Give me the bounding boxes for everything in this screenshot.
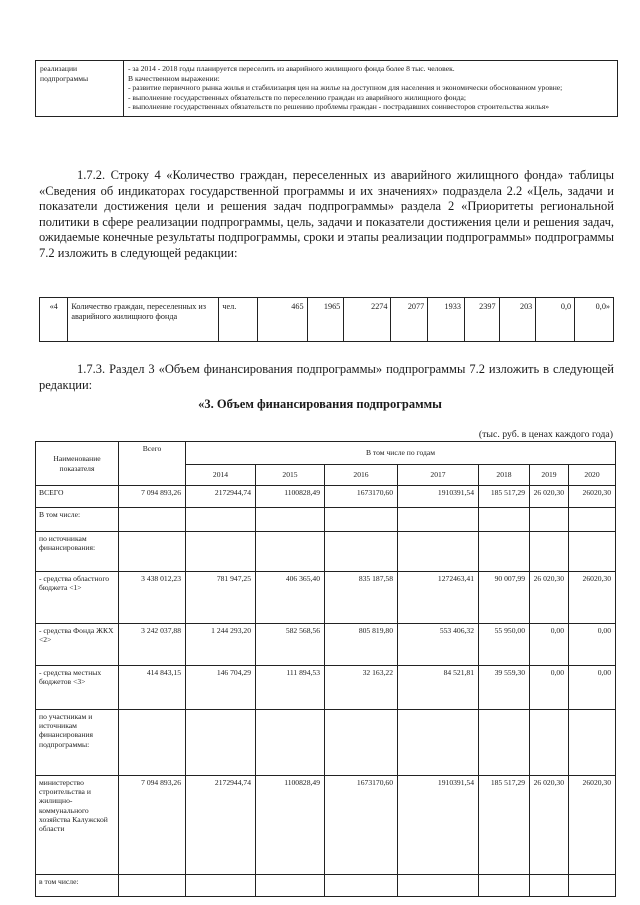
year-value: 553 406,32 bbox=[398, 624, 479, 666]
year-header: 2020 bbox=[569, 465, 616, 486]
year-value bbox=[530, 508, 569, 532]
table-row bbox=[36, 572, 616, 624]
row-total: 3 242 037,88 bbox=[119, 624, 186, 666]
paragraph-1-7-3: 1.7.3. Раздел 3 «Объем финансирования подпрограммы» подпрограммы 7.2 изложить в следующей редакции: bbox=[39, 362, 614, 392]
indicator-value: 2077 bbox=[391, 298, 428, 342]
year-header: 2016 bbox=[325, 465, 398, 486]
table-row bbox=[36, 624, 616, 666]
year-value: 26 020,30 bbox=[530, 776, 569, 875]
year-value: 1272463,41 bbox=[398, 572, 479, 624]
year-value bbox=[398, 875, 479, 897]
indicator-row-table bbox=[39, 297, 614, 342]
year-value: 111 894,53 bbox=[256, 666, 325, 710]
header-name: Наименование показателя bbox=[36, 442, 119, 486]
year-value bbox=[325, 710, 398, 776]
year-value: 26 020,30 bbox=[530, 572, 569, 624]
year-value bbox=[186, 875, 256, 897]
paragraph-1-7-2: 1.7.2. Строку 4 «Количество граждан, переселенных из аварийного жилищного фонда» таблицы «Сведения об индикаторах государственной программы и их значениях» подраздела 2.2 «Цель, задачи и показатели достижения цели и решения задач подпрограммы» раздела 2 «Приоритеты региональной политики в сфере реализации подпрограммы, цель, задачи и показатели достижения цели и решения задач, ожидаемые конечные результаты подпрограммы, сроки и этапы реализации подпрограммы» подпрограммы 7.2 изложить в следующей редакции: bbox=[39, 168, 614, 260]
table-row bbox=[36, 61, 618, 117]
year-value bbox=[186, 508, 256, 532]
year-value: 0,00 bbox=[530, 624, 569, 666]
year-value: 185 517,29 bbox=[479, 486, 530, 508]
row-label: В том числе: bbox=[36, 508, 119, 532]
header-total: Всего bbox=[119, 442, 186, 486]
row-label: по источникам финансирования: bbox=[36, 532, 119, 572]
year-value: 781 947,25 bbox=[186, 572, 256, 624]
year-value: 1910391,54 bbox=[398, 776, 479, 875]
indicator-value: 2397 bbox=[464, 298, 499, 342]
year-value bbox=[325, 508, 398, 532]
row-total bbox=[119, 710, 186, 776]
financing-table bbox=[35, 441, 616, 897]
section-heading: «3. Объем финансирования подпрограммы bbox=[198, 397, 442, 411]
text-line: В качественном выражении: bbox=[128, 73, 220, 83]
year-value bbox=[325, 532, 398, 572]
year-value: 185 517,29 bbox=[479, 776, 530, 875]
year-value: 0,00 bbox=[530, 666, 569, 710]
text-line: - выполнение государственных обязательств по решению проблемы граждан - пострадавших соинвесторов строительства жилья» bbox=[128, 102, 550, 112]
row-total: 414 843,15 bbox=[119, 666, 186, 710]
year-value bbox=[186, 532, 256, 572]
year-value: 55 950,00 bbox=[479, 624, 530, 666]
text-line: - развитие первичного рынка жилья и стабилизация цен на жилье на доступном для населения и экономически обоснованном уровне; bbox=[128, 83, 563, 93]
year-value: 1100828,49 bbox=[256, 776, 325, 875]
year-value bbox=[530, 710, 569, 776]
row-total: 3 438 012,23 bbox=[119, 572, 186, 624]
indicator-unit: чел. bbox=[219, 298, 258, 342]
year-value: 1673170,60 bbox=[325, 776, 398, 875]
year-header: 2018 bbox=[479, 465, 530, 486]
year-value bbox=[530, 875, 569, 897]
year-value: 26020,30 bbox=[569, 572, 616, 624]
year-value bbox=[398, 532, 479, 572]
year-value: 84 521,81 bbox=[398, 666, 479, 710]
row-total bbox=[119, 532, 186, 572]
year-value: 835 187,58 bbox=[325, 572, 398, 624]
indicator-value: 203 bbox=[499, 298, 536, 342]
year-value bbox=[569, 875, 616, 897]
year-value: 2172944,74 bbox=[186, 776, 256, 875]
year-header: 2019 bbox=[530, 465, 569, 486]
year-value bbox=[479, 710, 530, 776]
year-value: 1910391,54 bbox=[398, 486, 479, 508]
year-value: 26 020,30 bbox=[530, 486, 569, 508]
table-row bbox=[36, 710, 616, 776]
year-header: 2014 bbox=[186, 465, 256, 486]
indicator-value: 1933 bbox=[428, 298, 465, 342]
indicator-value: 1965 bbox=[307, 298, 344, 342]
year-value: 32 163,22 bbox=[325, 666, 398, 710]
year-value bbox=[398, 710, 479, 776]
year-value bbox=[398, 508, 479, 532]
indicator-value: 465 bbox=[258, 298, 307, 342]
text-line: - за 2014 - 2018 годы планируется переселить из аварийного жилищного фонда более 8 тыс. человек. bbox=[128, 64, 455, 73]
table-row bbox=[36, 776, 616, 875]
year-value: 1100828,49 bbox=[256, 486, 325, 508]
row-label: министерство строительства и жилищно-коммунального хозяйства Калужской области bbox=[36, 776, 119, 875]
table-row bbox=[36, 875, 616, 897]
year-value bbox=[530, 532, 569, 572]
year-value bbox=[325, 875, 398, 897]
row-number: «4 bbox=[40, 298, 68, 342]
year-value: 805 819,80 bbox=[325, 624, 398, 666]
year-value bbox=[256, 532, 325, 572]
table-row bbox=[36, 532, 616, 572]
year-value bbox=[479, 532, 530, 572]
row-label: ВСЕГО bbox=[36, 486, 119, 508]
row-total bbox=[119, 875, 186, 897]
year-value: 26020,30 bbox=[569, 776, 616, 875]
year-value: 1 244 293,20 bbox=[186, 624, 256, 666]
financing-table-body bbox=[36, 486, 616, 897]
year-value: 146 704,29 bbox=[186, 666, 256, 710]
year-value bbox=[256, 710, 325, 776]
year-value bbox=[186, 710, 256, 776]
year-value bbox=[256, 875, 325, 897]
realization-label: реализации подпрограммы bbox=[36, 61, 124, 117]
indicator-value: 0,0» bbox=[575, 298, 614, 342]
year-value: 0,00 bbox=[569, 666, 616, 710]
year-value bbox=[569, 532, 616, 572]
year-value: 406 365,40 bbox=[256, 572, 325, 624]
header-row bbox=[36, 442, 616, 465]
row-label: - средства областного бюджета <1> bbox=[36, 572, 119, 624]
text-line: - выполнение государственных обязательств по переселению граждан из аварийного жилищного фонда; bbox=[128, 92, 466, 102]
header-years: В том числе по годам bbox=[186, 442, 616, 465]
row-total: 7 094 893,26 bbox=[119, 486, 186, 508]
indicator-value: 0,0 bbox=[536, 298, 575, 342]
year-value: 39 559,30 bbox=[479, 666, 530, 710]
indicator-name: Количество граждан, переселенных из аварийного жилищного фонда bbox=[68, 298, 219, 342]
row-label: - средства местных бюджетов <3> bbox=[36, 666, 119, 710]
year-value: 2172944,74 bbox=[186, 486, 256, 508]
realization-table bbox=[35, 60, 618, 117]
year-value: 582 568,56 bbox=[256, 624, 325, 666]
table-row bbox=[36, 508, 616, 532]
indicator-value: 2274 bbox=[344, 298, 391, 342]
realization-text bbox=[124, 61, 618, 117]
year-value: 90 007,99 bbox=[479, 572, 530, 624]
row-total: 7 094 893,26 bbox=[119, 776, 186, 875]
table-row bbox=[36, 666, 616, 710]
row-label: в том числе: bbox=[36, 875, 119, 897]
year-value: 1673170,60 bbox=[325, 486, 398, 508]
unit-note: (тыс. руб. в ценах каждого года) bbox=[478, 429, 613, 440]
year-value: 0,00 bbox=[569, 624, 616, 666]
year-header: 2017 bbox=[398, 465, 479, 486]
row-total bbox=[119, 508, 186, 532]
row-label: по участникам и источникам финансирования подпрограммы: bbox=[36, 710, 119, 776]
year-value bbox=[569, 710, 616, 776]
table-row bbox=[40, 298, 614, 342]
year-value bbox=[569, 508, 616, 532]
table-row bbox=[36, 486, 616, 508]
year-value bbox=[479, 508, 530, 532]
year-value bbox=[256, 508, 325, 532]
row-label: - средства Фонда ЖКХ <2> bbox=[36, 624, 119, 666]
year-value bbox=[479, 875, 530, 897]
year-value: 26020,30 bbox=[569, 486, 616, 508]
year-header: 2015 bbox=[256, 465, 325, 486]
